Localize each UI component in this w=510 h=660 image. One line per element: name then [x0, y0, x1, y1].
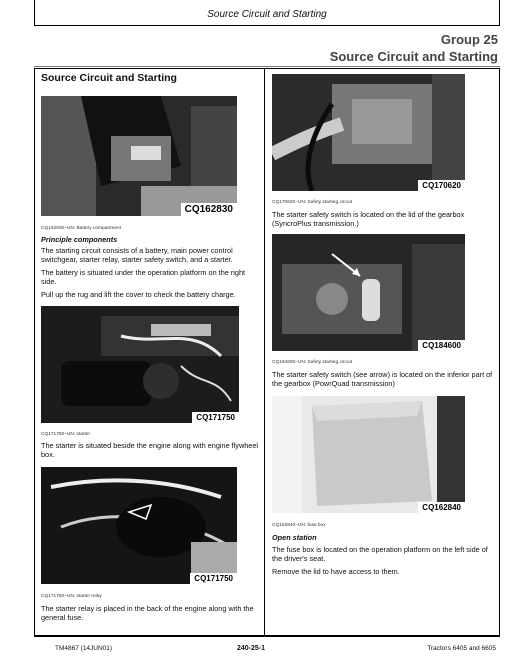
paragraph: The starter safety switch is located on the lid of the gearbox (SyncroPlus transmission.): [272, 210, 465, 228]
paragraph: The fuse box is located on the operation platform on the left side of the driver's seat.: [272, 545, 488, 563]
figure-caption: CQ170620–UN: Safety starting circuit: [272, 200, 352, 205]
photo-tag: CQ170620: [418, 180, 465, 191]
figure-caption: CQ171750–UN: starter: [41, 432, 91, 437]
running-title: Source Circuit and Starting: [207, 9, 327, 20]
figure-caption: CQ184600–UN: Safety starting circuit: [272, 360, 352, 365]
safety-switch-syncroplus-photo: [272, 74, 465, 191]
group-label: Group 25: [440, 32, 498, 47]
paragraph: The starter relay is placed in the back of the engine along with the general fuse.: [41, 604, 254, 622]
paragraph: The starter safety switch (see arrow) is located on the inferior part of the gearbox (PowrQuad transmission): [272, 370, 493, 388]
fuse-box-photo: [272, 396, 465, 513]
photo-tag: CQ162840: [418, 502, 465, 513]
footer-doc-id: TM4867 (14JUN01): [55, 645, 113, 652]
paragraph: Remove the lid to have access to them.: [272, 567, 400, 576]
starter-relay-photo: [41, 467, 237, 584]
page-number: 240-25-1: [237, 645, 266, 652]
paragraph: Pull up the rug and lift the cover to check the battery charge.: [41, 290, 236, 299]
header-rule: [34, 66, 500, 67]
column-divider: [264, 68, 265, 636]
principle-heading: Principle components: [41, 235, 118, 244]
paragraph: The battery is situated under the operation platform on the right side.: [41, 268, 246, 286]
figure-caption: CQ162830–UN: Battery compartment: [41, 226, 121, 231]
paragraph: The starting circuit consists of a battery, main power control switchgear, starter relay, starter safety switch, and a starter.: [41, 246, 233, 264]
photo-tag: CQ162830: [181, 203, 237, 216]
figure-caption: CQ171750–UN: starter relay: [41, 594, 102, 599]
paragraph: The starter is situated beside the engine along with engine flywheel box.: [41, 441, 259, 459]
running-header-box: [34, 0, 500, 26]
section-title: Source Circuit and Starting: [329, 49, 498, 64]
starter-photo: [41, 306, 239, 423]
open-station-heading: Open station: [272, 533, 317, 542]
footer-product: Tractors 6405 and 6605: [427, 645, 496, 652]
figure-caption: CQ162840–UN: fuse box: [272, 523, 326, 528]
safety-switch-powrquad-photo: [272, 234, 465, 351]
photo-tag: CQ171750: [192, 412, 239, 423]
footer-rule: [34, 636, 500, 637]
photo-tag: CQ184600: [418, 340, 465, 351]
battery-compartment-photo: [41, 96, 237, 216]
box-title: Source Circuit and Starting: [41, 72, 177, 84]
photo-tag: CQ171750: [190, 573, 237, 584]
